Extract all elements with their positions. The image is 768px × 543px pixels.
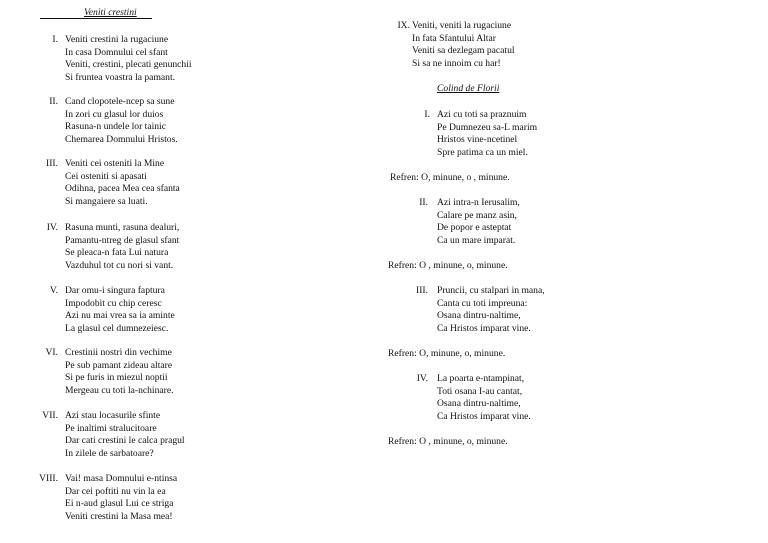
- stanza-lines: [437, 373, 531, 423]
- verse-line: Impodobit cu chip ceresc: [65, 297, 162, 309]
- right-title: Colind de Florii: [437, 83, 500, 94]
- refrain-line: Refren: O , minune, o, minune.: [388, 436, 508, 447]
- verse-line: Ca Hristos imparat vine.: [437, 410, 531, 422]
- verse-line: Veniti, crestini, plecati genunchii: [65, 59, 192, 71]
- verse-line: Cei osteniti si apasati: [65, 170, 147, 182]
- refrain-line: Refren: O, minune, o, minune.: [388, 348, 506, 359]
- verse-line: Osana dintru-naltime,: [437, 310, 521, 322]
- stanza-number: III.: [46, 158, 58, 169]
- stanza-number: III.: [416, 285, 428, 296]
- verse-line: Toti osana I-au cantat,: [437, 385, 523, 397]
- verse-line: Pamantu-ntreg de glasul sfant: [65, 234, 180, 246]
- verse-line: La poarta e-ntampinat,: [437, 373, 525, 384]
- verse-line: In fata Sfantului Altar: [412, 32, 496, 44]
- verse-line: Si pe furis in miezul noptii: [65, 372, 168, 384]
- verse-line: Si sa ne innoim cu har!: [412, 57, 501, 69]
- stanza-lines: [65, 96, 178, 146]
- verse-line: In zilele de sarbatoare?: [65, 447, 154, 459]
- stanza-lines: [412, 20, 515, 70]
- verse-line: Dar cei poftiti nu vin la ea: [65, 485, 166, 497]
- stanza-lines: [437, 109, 537, 159]
- stanza-lines: [437, 197, 520, 247]
- stanza-number: V.: [49, 285, 58, 296]
- verse-line: Se pleaca-n fata Lui natura: [65, 247, 169, 259]
- verse-line: Azi stau locasurile sfinte: [65, 410, 161, 421]
- stanza-number: IV.: [416, 373, 428, 384]
- verse-line: Azi nu mai vrea sa ia aminte: [65, 310, 175, 322]
- verse-line: Ca Hristos imparat vine.: [437, 322, 531, 334]
- verse-line: Cand clopotele-ncep sa sune: [65, 96, 175, 107]
- stanza-lines: [65, 285, 175, 335]
- verse-line: Vazduhul tot cu nori si vant.: [65, 259, 174, 271]
- verse-line: Ei n-aud glasul Lui ce striga: [65, 498, 174, 510]
- verse-line: Pe Dumnezeu sa-L marim: [437, 121, 538, 133]
- verse-line: Crestinii nostri din vechime: [65, 347, 172, 358]
- verse-line: Veniti, veniti la rugaciune: [412, 20, 512, 31]
- verse-line: Vai! masa Domnului e-ntinsa: [65, 473, 178, 484]
- verse-line: Rasuna-n undele lor tainic: [65, 121, 166, 133]
- verse-line: Azi cu toti sa praznuim: [437, 109, 527, 120]
- stanza-lines: [65, 347, 174, 397]
- stanza-number: IV.: [46, 222, 58, 233]
- stanza-number: IX.: [397, 20, 410, 31]
- stanza-lines: [65, 473, 177, 523]
- stanza-lines: [65, 158, 180, 208]
- stanza-lines: [437, 285, 545, 335]
- verse-line: Pe inaltimi stralucitoare: [65, 422, 157, 434]
- verse-line: Spre patima ca un miel.: [437, 146, 528, 158]
- stanza-number: II.: [419, 197, 428, 208]
- verse-line: De popor e asteptat: [437, 222, 512, 234]
- verse-line: Osana dintru-naltime,: [437, 398, 521, 410]
- stanza-number: VIII.: [39, 473, 58, 484]
- stanza-number: I.: [424, 109, 430, 120]
- verse-line: Si mangaiere sa luati.: [65, 195, 148, 207]
- stanza-number: I.: [52, 34, 58, 45]
- verse-line: Veniti crestini la rugaciune: [65, 34, 169, 45]
- stanza-lines: [65, 222, 179, 272]
- stanza-number: II.: [49, 96, 58, 107]
- stanza-number: VI.: [45, 347, 58, 358]
- verse-line: Hristos vine-ncetinel: [437, 134, 518, 146]
- verse-line: Dar cati crestini le calca pragul: [65, 435, 185, 447]
- verse-line: Pe sub pamant zideau altare: [65, 359, 173, 371]
- verse-line: In zori cu glasul lor duios: [65, 108, 164, 120]
- verse-line: Ca un mare imparat.: [437, 234, 516, 246]
- verse-line: In casa Domnului cel sfant: [65, 46, 168, 58]
- refrain-line: Refren: O , minune, o, minune.: [388, 260, 508, 271]
- verse-line: Calare pe manz asin,: [437, 209, 517, 221]
- verse-line: Rasuna munti, rasuna dealuri,: [65, 222, 180, 233]
- verse-line: Chemarea Domnului Hristos.: [65, 133, 178, 145]
- verse-line: Odihna, pacea Mea cea sfanta: [65, 183, 180, 195]
- left-title: Veniti crestini: [84, 7, 137, 18]
- stanza-number: VII.: [42, 410, 58, 421]
- stanza-lines: [65, 410, 185, 460]
- refrain-line: Refren: O, minune, o , minune.: [390, 172, 510, 183]
- verse-line: Pruncii, cu stalpari in mana,: [437, 285, 545, 296]
- verse-line: Mergeau cu toti la-nchinare.: [65, 384, 174, 396]
- verse-line: Si fruntea voastra la pamant.: [65, 71, 176, 83]
- verse-line: Canta cu toti impreuna:: [437, 297, 528, 309]
- verse-line: Dar omu-i singura faptura: [65, 285, 165, 296]
- verse-line: Veniti crestini la Masa mea!: [65, 510, 173, 522]
- verse-line: Veniti sa dezlegam pacatul: [412, 45, 515, 57]
- verse-line: Azi intra-n Ierusalim,: [437, 197, 520, 208]
- verse-line: Veniti cei osteniti la Mine: [65, 158, 165, 169]
- verse-line: La glasul cel dumnezeiesc.: [65, 322, 169, 334]
- stanza-lines: [65, 34, 192, 84]
